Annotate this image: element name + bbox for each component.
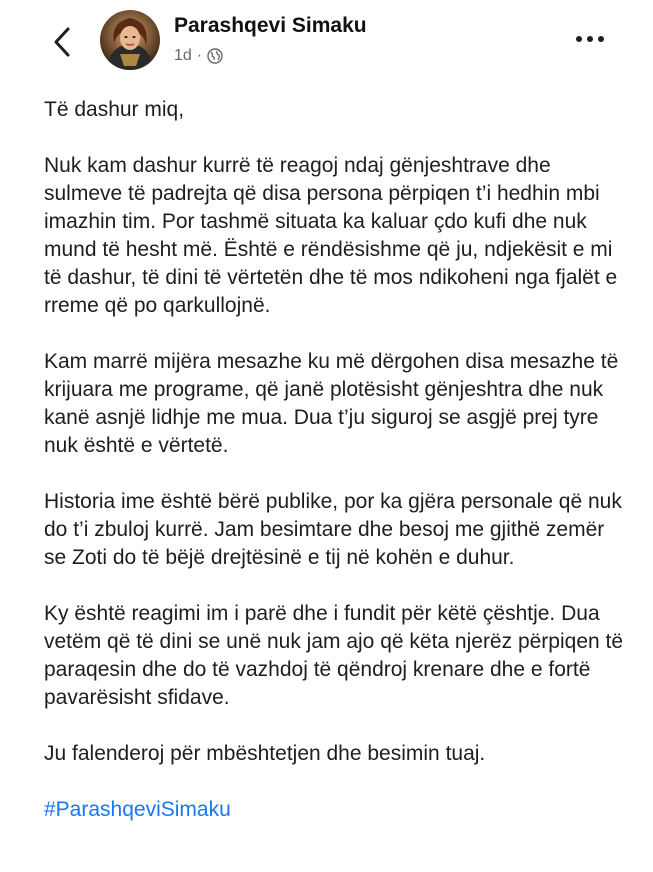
more-horizontal-icon <box>576 36 604 42</box>
post-greeting: Të dashur miq, <box>44 98 185 121</box>
meta-separator: · <box>196 47 203 64</box>
more-options-button[interactable] <box>568 26 612 52</box>
back-button[interactable] <box>44 22 80 62</box>
post-paragraph-4: Ky është reagimi im i parë dhe i fundit për këtë çështje. Dua vetëm që të dini se unë nuk jam ajo që këta njerëz përpiqen të paraqesin dhe do të vazhdoj të qëndroj krenare dhe e fortë pavarësisht sfidave. <box>44 602 624 709</box>
post-meta <box>174 46 223 66</box>
post-body <box>44 90 624 824</box>
post-timestamp[interactable]: 1d <box>174 47 192 64</box>
post-header <box>0 0 653 80</box>
globe-icon[interactable] <box>207 48 223 64</box>
avatar[interactable] <box>100 10 160 70</box>
hashtag-link[interactable]: #ParashqeviSimaku <box>44 798 231 821</box>
post-paragraph-3: Historia ime është bërë publike, por ka gjëra personale që nuk do t’i zbuloj kurrë. Jam besimtare dhe besoj me gjithë zemër se Zoti do të bëjë drejtësinë e tij në kohën e duhur. <box>44 490 622 569</box>
avatar-image <box>100 10 160 70</box>
post-paragraph-2: Kam marrë mijëra mesazhe ku më dërgohen disa mesazhe të krijuara me programe, që janë plotësisht gënjeshtra dhe nuk kanë asnjë lidhje me mua. Dua t’ju siguroj se asgjë prej tyre nuk është e vërtetë. <box>44 350 619 457</box>
post-paragraph-5: Ju falenderoj për mbështetjen dhe besimin tuaj. <box>44 742 486 765</box>
chevron-left-icon <box>52 26 72 58</box>
author-name[interactable]: Parashqevi Simaku <box>174 14 367 37</box>
post-paragraph-1: Nuk kam dashur kurrë të reagoj ndaj gënjeshtrave dhe sulmeve të padrejta që disa persona përpiqen t’i hedhin mbi imazhin tim. Por tashmë situata ka kaluar çdo kufi dhe nuk mund të hesht më. Është e rëndësishme që ju, ndjekësit e mi të dashur, të dini të vërtetën dhe të mos ndikoheni nga fjalët e rreme që po qarkullojnë. <box>44 154 618 317</box>
